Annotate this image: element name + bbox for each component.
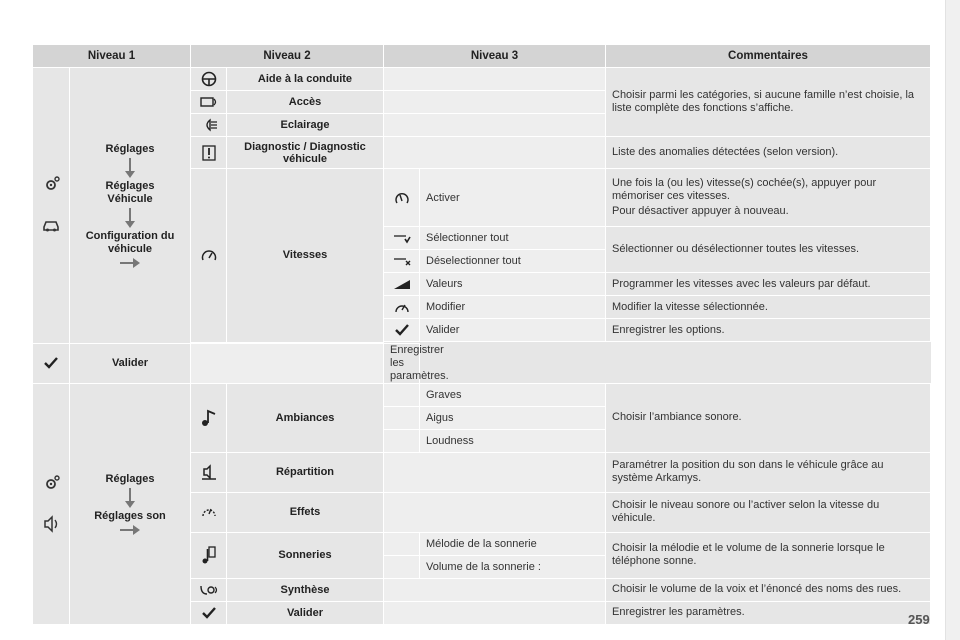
car-door-icon [200, 95, 218, 109]
page-number: 259 [908, 612, 930, 627]
level2-synthesis[interactable]: Synthèse [227, 578, 384, 601]
synthesis-icon-cell [191, 578, 227, 601]
level2-diagnostic[interactable]: Diagnostic / Diagnostic véhicule [227, 137, 384, 169]
level3-empty [384, 68, 606, 91]
comment-validate-sound: Enregistrer les paramètres. [606, 601, 931, 624]
checkmark-icon [395, 324, 409, 336]
voice-synthesis-icon [199, 584, 219, 596]
level3-icon-empty [384, 383, 420, 406]
header-level1: Niveau 1 [33, 45, 191, 68]
level2-effects[interactable]: Effets [227, 492, 384, 532]
ringtones-icon-cell [191, 532, 227, 578]
level3-ringtone-volume[interactable]: Volume de la sonnerie : [420, 555, 606, 578]
nav-step-settings: Réglages [105, 142, 155, 155]
level1-icons-vehicle [33, 68, 70, 344]
level3-icon-empty [384, 429, 420, 452]
access-icon-cell [191, 91, 227, 114]
level2-driving-assist[interactable]: Aide à la conduite [227, 68, 384, 91]
nav-step-vehicle-config: Configuration du véhicule [85, 229, 175, 255]
speedometer-icon [201, 248, 217, 262]
warning-icon [202, 145, 216, 161]
music-note-icon [200, 408, 218, 428]
level3-empty [384, 578, 606, 601]
comment-diagnostic: Liste des anomalies détectées (selon version). [606, 137, 931, 169]
level3-empty [384, 91, 606, 114]
validate-l3-icon-cell [384, 319, 420, 342]
level3-select-all[interactable]: Sélectionner tout [420, 227, 606, 250]
level3-ringtone-melody[interactable]: Mélodie de la sonnerie [420, 532, 606, 555]
level2-validate[interactable]: Valider [70, 343, 191, 383]
ringtone-icon [201, 545, 217, 565]
level2-ambiances[interactable]: Ambiances [227, 383, 384, 452]
speed-memory-icon [394, 190, 410, 206]
level3-empty [384, 137, 606, 169]
settings-icon [40, 174, 62, 196]
level3-empty [384, 601, 606, 624]
checkmark-icon [202, 607, 216, 619]
ambiances-icon-cell [191, 383, 227, 452]
validate-l2-icon-cell [33, 343, 70, 383]
select-all-icon [393, 232, 411, 244]
level1-nav-vehicle [70, 68, 191, 344]
modify-icon-cell [384, 296, 420, 319]
level3-deselect-all[interactable]: Déselectionner tout [420, 250, 606, 273]
sound-distribution-icon [200, 463, 218, 481]
comment-distribution: Paramétrer la position du son dans le véhicule grâce au système Arkamys. [606, 452, 931, 492]
table-row [33, 343, 931, 383]
level3-icon-empty [384, 406, 420, 429]
deselect-all-icon-cell [384, 250, 420, 273]
comment-validate-l2: Enregistrer les paramètres. [384, 343, 420, 383]
arrow-right-icon [120, 258, 140, 268]
level2-validate-sound[interactable]: Valider [227, 601, 384, 624]
comment-synthesis: Choisir le volume de la voix et l’énoncé des noms des rues. [606, 578, 931, 601]
comment-modify: Modifier la vitesse sélectionnée. [606, 296, 931, 319]
nav-step-settings: Réglages [105, 472, 155, 485]
comment-validate-l3: Enregistrer les options. [606, 319, 931, 342]
settings-icon [40, 473, 62, 495]
comment-activate [606, 169, 931, 227]
table-row [33, 68, 931, 91]
level3-icon-empty [384, 532, 420, 555]
level3-validate[interactable]: Valider [420, 319, 606, 342]
activate-icon-cell [384, 169, 420, 227]
nav-step-sound-settings: Réglages son [94, 509, 166, 522]
level2-speeds[interactable]: Vitesses [227, 169, 384, 343]
level2-ringtones[interactable]: Sonneries [227, 532, 384, 578]
spacer-cell [191, 624, 931, 625]
validate-sound-icon-cell [191, 601, 227, 624]
level3-empty [384, 492, 606, 532]
menu-table [32, 44, 931, 625]
header-level2: Niveau 2 [191, 45, 384, 68]
level1-nav-sound [70, 383, 191, 625]
level2-lighting[interactable]: Eclairage [227, 114, 384, 137]
arrow-down-icon [125, 208, 135, 228]
level3-bass[interactable]: Graves [420, 383, 606, 406]
steering-wheel-icon-cell [191, 68, 227, 91]
level3-icon-empty [384, 555, 420, 578]
arrow-right-icon [120, 525, 140, 535]
level3-values[interactable]: Valeurs [420, 273, 606, 296]
sound-icon [40, 513, 62, 535]
header-comments: Commentaires [606, 45, 931, 68]
car-icon [40, 214, 62, 236]
values-icon-cell [384, 273, 420, 296]
level3-loudness[interactable]: Loudness [420, 429, 606, 452]
bar-levels-icon [393, 278, 411, 290]
level3-empty [191, 343, 384, 383]
spacer-cell [384, 342, 931, 343]
checkmark-icon [44, 357, 58, 369]
distribution-icon-cell [191, 452, 227, 492]
headlight-icon [200, 118, 218, 132]
speeds-icon-cell [191, 169, 227, 343]
comment-selection: Sélectionner ou désélectionner toutes les vitesses. [606, 227, 931, 273]
level2-access[interactable]: Accès [227, 91, 384, 114]
select-all-icon-cell [384, 227, 420, 250]
comment-activate-line1: Une fois la (ou les) vitesse(s) cochée(s), appuyer pour mémoriser ces vitesses. [612, 177, 877, 202]
comment-ambiances: Choisir l’ambiance sonore. [606, 383, 931, 452]
nav-step-vehicle-settings: Réglages Véhicule [105, 179, 155, 205]
table-header-row [33, 45, 931, 68]
table-row [33, 383, 931, 406]
arrow-down-icon [125, 488, 135, 508]
comment-categories: Choisir parmi les catégories, si aucune famille n’est choisie, la liste complète des fonctions s’affiche. [606, 68, 931, 137]
header-level3: Niveau 3 [384, 45, 606, 68]
comment-effects: Choisir le niveau sonore ou l’activer selon la vitesse du véhicule. [606, 492, 931, 532]
deselect-all-icon [393, 255, 411, 267]
effects-icon-cell [191, 492, 227, 532]
steering-wheel-icon [201, 71, 217, 87]
scrollbar[interactable] [945, 0, 960, 640]
comment-ringtones: Choisir la mélodie et le volume de la sonnerie lorsque le téléphone sonne. [606, 532, 931, 578]
comment-values: Programmer les vitesses avec les valeurs par défaut. [606, 273, 931, 296]
arrow-down-icon [125, 158, 135, 178]
level3-activate[interactable]: Activer [420, 169, 606, 227]
diagnostic-icon-cell [191, 137, 227, 169]
level3-treble[interactable]: Aigus [420, 406, 606, 429]
level3-empty [384, 114, 606, 137]
level3-empty [384, 452, 606, 492]
level3-modify[interactable]: Modifier [420, 296, 606, 319]
level1-icons-sound [33, 383, 70, 625]
comment-activate-line2: Pour désactiver appuyer à nouveau. [612, 205, 789, 217]
lighting-icon-cell [191, 114, 227, 137]
level2-distribution[interactable]: Répartition [227, 452, 384, 492]
speed-edit-icon [393, 300, 411, 314]
sound-effects-icon [200, 504, 218, 520]
